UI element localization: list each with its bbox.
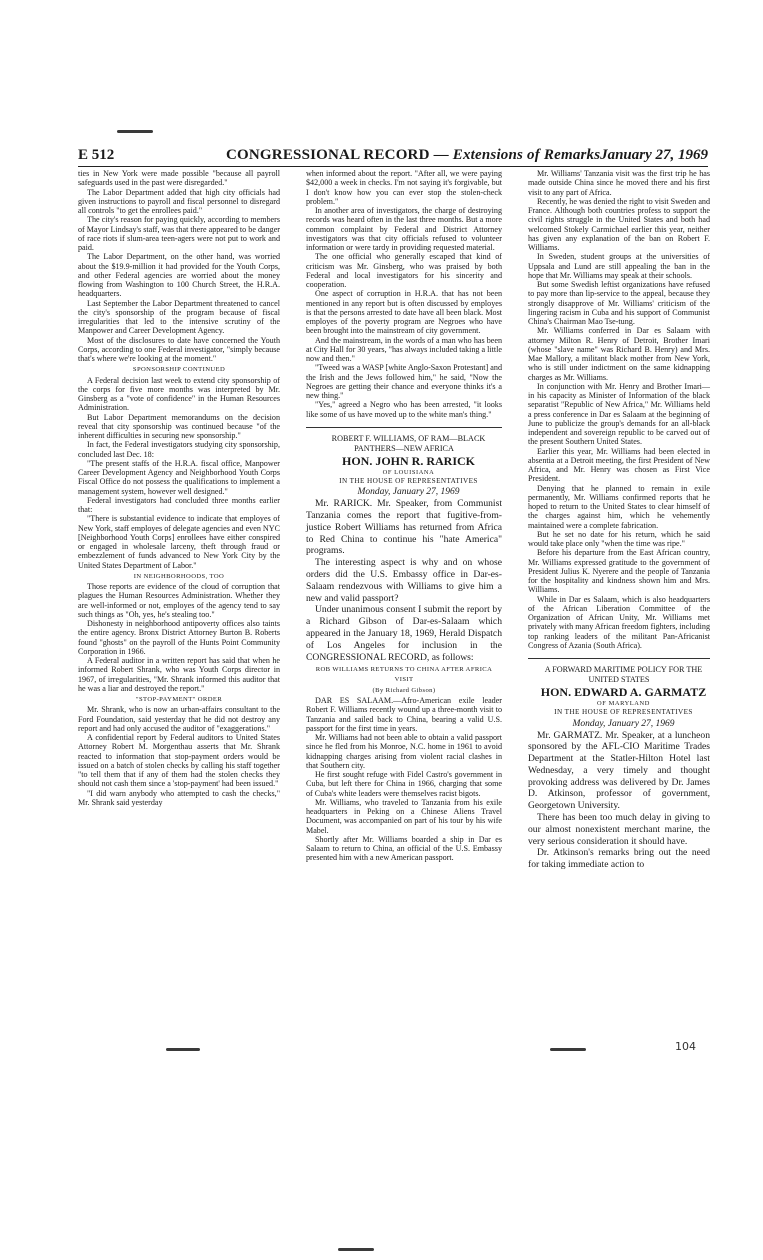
paragraph: Mr. Williams had not been able to obtain a valid passport since he fled from his Monroe, N.C. home in 1961 to avoid kidnapping charges arising from violent racial clashes in that Southern city. (306, 733, 502, 770)
paragraph: Last September the Labor Department threatened to cancel the city's sponsorship of the program because of fiscal irregularities that led to the intensive scrutiny of the Manpower and Career Development Agency. (78, 298, 280, 336)
scan-mark-bottom-left (166, 1048, 200, 1051)
publication-title: CONGRESSIONAL RECORD — Extensions of Remarks (226, 147, 601, 163)
paragraph: Earlier this year, Mr. Williams had been elected in absentia at a Detroit meeting, the first President of New Africa, and Mr. Henry was chosen as First Vice President. (528, 446, 710, 484)
paragraph: There has been too much delay in giving to our almost nonexistent merchant marine, the very serious consideration it should have. (528, 812, 710, 847)
paragraph: "There is substantial evidence to indicate that employes of New York, staff employes of delegate agencies and even NYC [Neighborhood Youth Corps] enrollees have either conspired or engaged in wholesale larceny, theft through fraud or embezzlement of funds advanced to New York City by the United States Department of Labor." (78, 514, 280, 570)
paragraph: Federal investigators had concluded three months earlier that: (78, 495, 280, 514)
paragraph: A confidential report by Federal auditors to United States Attorney Robert M. Morgenthau asserts that Mr. Shrank reacted to information that stop-payment orders would be issued on a batch of stolen checks by calling his staff together "to tell them that if any of them had the stolen checks they should not cash them since a 'stop-payment' had been issued." (78, 733, 280, 789)
section-divider (306, 427, 502, 428)
paragraph: Mr. RARICK. Mr. Speaker, from Communist Tanzania comes the report that fugitive-from-justice Robert Williams has returned from Africa to Red China to continue his "hate America" programs. (306, 498, 502, 557)
handwritten-annotation: 104 (675, 1040, 696, 1053)
member-name: HON. JOHN R. RARICK (341, 453, 475, 468)
paragraph: Mr. Williams, who traveled to Tanzania from his exile headquarters in Peking on a Chinese Aliens Travel Document, was accompanied on part of his tour by his wife Mabel. (306, 797, 502, 835)
paragraph: In Sweden, student groups at the universities of Uppsala and Lund are still appealing the ban in the hope that Mr. Williams may speak at their schools. (528, 252, 710, 280)
paragraph: Dishonesty in neighborhood antipoverty offices also taints the entire agency. Bronx District Attorney Burton B. Roberts found "ghosts" on the payroll of the Hunts Point Community Corporation in 1966. (78, 619, 280, 656)
title-sub: Extensions of Remarks (452, 147, 601, 163)
paragraph: In conjunction with Mr. Henry and Brother Imari—in his capacity as Minister of Information of the black separatist "Republic of New Africa," Mr. Williams held a press conference in Dar es Salaam at the beginning of June to publicize the group's demands for an all-black independent and sovereign republic to be carved out of the present Southern United States. (528, 381, 710, 447)
paragraph: ties in New York were made possible "because all payroll safeguards used in the past were disregarded." (78, 169, 280, 188)
paragraph: The Labor Department added that high city officials had given instructions to payroll and fiscal personnel to disregard all controls "to get the enrollees paid." (78, 187, 280, 215)
paragraph: when informed about the report. "After all, we were paying $42,000 a week in checks. I'm not saying it's forgivable, but I don't know how you can ever stop the stolen-check problem." (306, 169, 502, 206)
paragraph: But Labor Department memorandums on the decision reveal that city sponsorship was continued because "of the inherent difficulties in securing new sponsorship." (78, 412, 280, 440)
paragraph: In fact, the Federal investigators studying city sponsorship, concluded last Dec. 18: (78, 440, 280, 459)
paragraph: DAR ES SALAAM.—Afro-American exile leader Robert F. Williams recently wound up a three-month visit to Tanzania and sailed back to China, bearing a valid U.S. passport for the first time in years. (306, 696, 502, 733)
paragraph: "I did warn anybody who attempted to cash the checks," Mr. Shrank said yesterday (78, 788, 280, 807)
paragraph: He first sought refuge with Fidel Castro's government in Cuba, but left there for China in 1966, charging that some of Cuba's white leaders were themselves racist bigots. (306, 770, 502, 798)
column-1 (78, 169, 280, 807)
paragraph: Denying that he planned to remain in exile permanently, Mr. Williams confirmed reports that he hoped to return to the United States to clear himself of the charges against him, which he vehemently maintained were a complete fabrication. (528, 483, 710, 530)
paragraph: But he set no date for his return, which he said would take place only "when the time was ripe." (528, 529, 710, 548)
issue-date: January 27, 1969 (600, 147, 708, 163)
scan-mark-top (117, 130, 153, 133)
byline: (By Richard Gibson) (372, 686, 436, 694)
column-3 (528, 169, 710, 871)
paragraph: Shortly after Mr. Williams boarded a ship in Dar es Salaam to return to China, an official of the U.S. Embassy presented him with a new American passport. (306, 834, 502, 863)
paragraph: Before his departure from the East African country, Mr. Williams expressed gratitude to the government of President Julius K. Nyerere and the people of Tanzania for the hospitality and kindness shown him and Mrs. Williams. (528, 548, 710, 595)
member-state: OF LOUISIANA (382, 468, 435, 476)
paragraph: "The present staffs of the H.R.A. fiscal office, Manpower Career Development Agency and Neighborhood Youth Corps Fiscal Office do not possess the qualifications to implement a management system, however well designed." (78, 458, 280, 496)
paragraph: The one official who generally escaped that kind of criticism was Mr. Ginsberg, who was praised by both Federal and local investigators for his sincerity and cooperation. (306, 252, 502, 289)
paragraph: The Labor Department, on the other hand, was worried about the $19.9-million it had provided for the Youth Corps, and other Federal agencies are worried about the money flowing from Washington to 100 Church Street, the H.R.A. headquarters. (78, 252, 280, 299)
paragraph: And the mainstream, in the words of a man who has been at City Hall for 30 years, "has always included taking a little now and then." (306, 335, 502, 363)
paragraph: Recently, he was denied the right to visit Sweden and France. Although both countries profess to support the civil rights struggle in the United States and both had welcomed Stokely Carmichael earlier this year, neither has given any explanation of the ban on Robert F. Williams. (528, 196, 710, 252)
chamber: IN THE HOUSE OF REPRESENTATIVES (339, 477, 478, 485)
paragraph: The interesting aspect is why and on whose orders did the U.S. Embassy office in Dar-es-Salaam rendezvous with Williams to give him a new and valid passport? (306, 557, 502, 604)
paragraph: The city's reason for paying quickly, according to members of Mayor Lindsay's staff, was that there appeared to be danger of race riots if slum-area teen-agers were not put to work and paid. (78, 215, 280, 252)
paragraph: A Federal decision last week to extend city sponsorship of the corps for five more months was interpreted by Mr. Ginsberg as a "vote of confidence" in the Human Resources Administration. (78, 375, 280, 413)
paragraph: Mr. Williams conferred in Dar es Salaam with attorney Milton R. Henry of Detroit, Brother Imari (whose "slave name" was Richard B. Henry) and Mrs. Mae Mallory, a militant black mother from New York, who is still under indictment on the same kidnapping charges as Mr. Williams. (528, 326, 710, 382)
scan-mark-footer (338, 1248, 374, 1251)
paragraph: In another area of investigators, the charge of destroying records was heard often in the last three months. But a more common complaint by Federal and District Attorney investigators was that city officials refused to volunteer information or were tardy in providing requested material. (306, 206, 502, 252)
speech-date: Monday, January 27, 1969 (572, 718, 675, 729)
header-rule (78, 166, 708, 167)
paragraph: Mr. Williams' Tanzania visit was the first trip he has made outside China since he moved there and his first visit to any part of Africa. (528, 169, 710, 197)
section-divider (528, 658, 710, 659)
title-main: CONGRESSIONAL RECORD (226, 147, 430, 163)
chamber: IN THE HOUSE OF REPRESENTATIVES (554, 708, 693, 717)
paragraph: A Federal auditor in a written report has said that when he informed Robert Shrank, who was Youth Corps director in 1967, of irregularities, "Mr. Shrank informed this auditor that he was a liar and destroyed the report." (78, 656, 280, 693)
subheading: "STOP-PAYMENT" ORDER (135, 696, 223, 703)
subheading: SPONSORSHIP CONTINUED (132, 366, 226, 374)
section-title: A FORWARD MARITIME POLICY FOR THE UNITED STATES (544, 665, 703, 684)
column-2 (306, 169, 502, 863)
running-header (78, 147, 708, 167)
section-title: ROBERT F. WILLIAMS, OF RAM—BLACK PANTHERS—NEW AFRICA (331, 433, 486, 453)
scan-mark-bottom-right (550, 1048, 586, 1051)
paragraph: Most of the disclosures to date have concerned the Youth Corps, according to one Federal investigator, "simply because that's where we're looking at the moment." (78, 335, 280, 363)
paragraph: But some Swedish leftist organizations have refused to pay more than lip-service to the appeal, because they strongly disapprove of Mr. Williams' criticism of the lingering racism in Cuba and his support of Communist China's Chairman Mao Tse-tung. (528, 280, 710, 326)
speech-date: Monday, January 27, 1969 (357, 487, 460, 498)
paragraph: "Yes," agreed a Negro who has been arrested, "it looks like some of us have moved up to the white man's thing." (306, 400, 502, 419)
article-title: ROB WILLIAMS RETURNS TO CHINA AFTER AFRICA VISIT (315, 666, 493, 683)
member-state: OF MARYLAND (597, 700, 650, 707)
paragraph: One aspect of corruption in H.R.A. that has not been mentioned in any report but is often discussed by employes is that the persons arrested to date have all been black. Most employes of the poverty program are Negroes who have been brought into the mainstream of city government. (306, 289, 502, 336)
paragraph: "Tweed was a WASP [white Anglo-Saxon Protestant] and the Irish and the Jews followed him," he said, "Now the Negroes are getting their chance and everyone thinks it's a new thing." (306, 363, 502, 400)
paragraph: Those reports are evidence of the cloud of corruption that plagues the Human Resources Administration. Whether they are well-informed or not, employes of the agency tend to say such things as "Oh, yes, he's stealing too." (78, 582, 280, 619)
paragraph: Dr. Atkinson's remarks bring out the need for taking immediate action to (528, 847, 710, 871)
member-name: HON. EDWARD A. GARMATZ (540, 685, 707, 699)
paragraph: While in Dar es Salaam, which is also headquarters of the African Liberation Committee of the Organization of African Unity, Mr. Williams met privately with many African freedom fighters, including top ranking leaders of the militant Pan-Africanist Congress of Azania (South Africa). (528, 594, 710, 650)
page-number: E 512 (78, 147, 115, 163)
paragraph: Mr. GARMATZ. Mr. Speaker, at a luncheon sponsored by the AFL-CIO Maritime Trades Department at the Statler-Hilton Hotel last Wednesday, a very timely and thought provoking address was delivered by Dr. James D. Atkinson, professor of government, Georgetown University. (528, 729, 710, 812)
paragraph: Mr. Shrank, who is now an urban-affairs consultant to the Ford Foundation, said yesterday that he did not destroy any report and had only accused the auditor of "exaggerations." (78, 705, 280, 733)
subheading: IN NEIGHBORHOODS, TOO (133, 572, 225, 580)
paragraph: Under unanimous consent I submit the report by a Richard Gibson of Dar-es-Salaam which appeared in the January 18, 1969, Herald Dispatch of Los Angeles for inclusion in the CONGRESSIONAL RECORD, as follows: (306, 604, 502, 663)
